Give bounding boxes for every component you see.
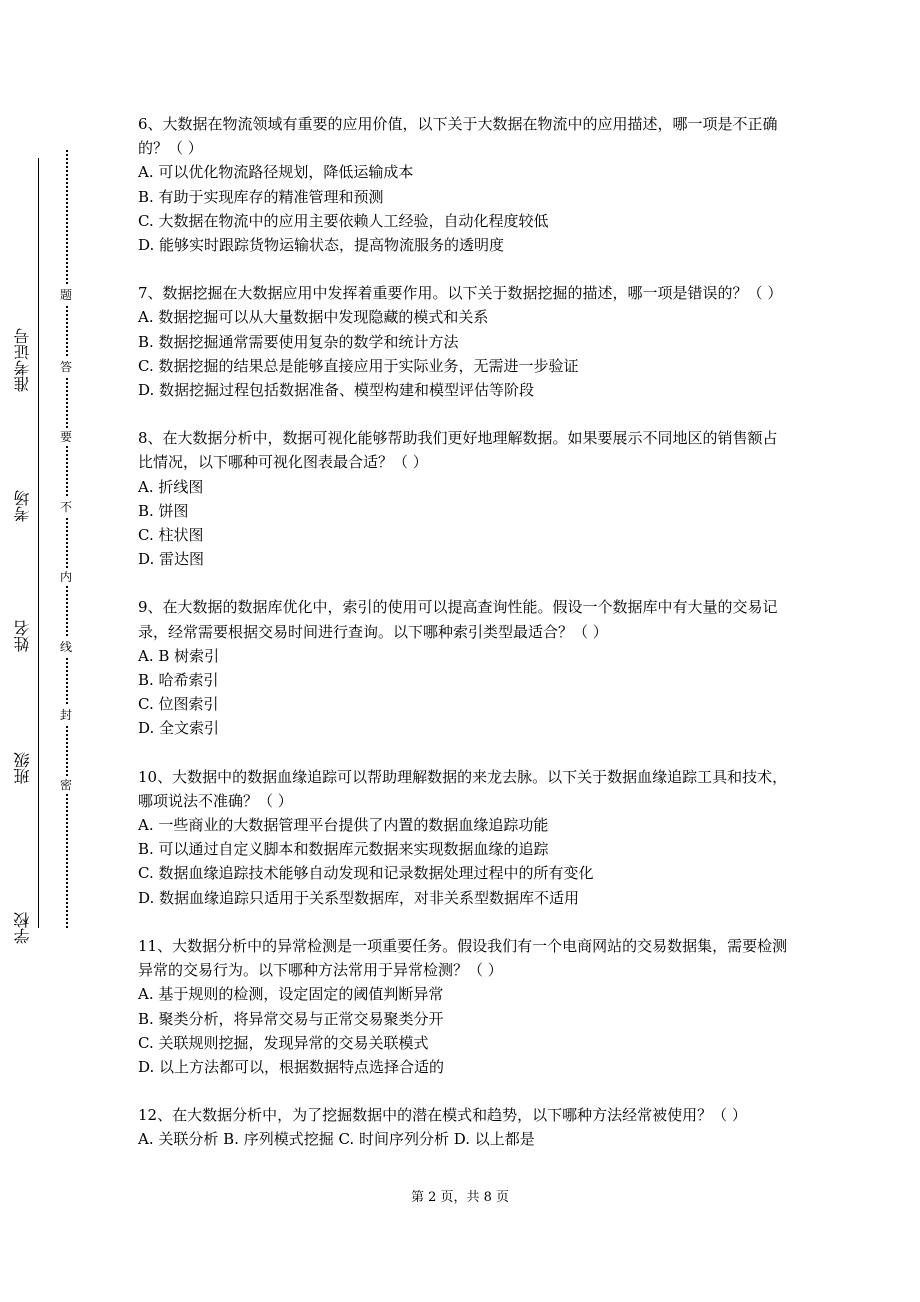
seal-dotted-line bbox=[66, 150, 68, 928]
option-a: A. 数据挖掘可以从大量数据中发现隐藏的模式和关系 bbox=[138, 308, 489, 327]
question-stem: 12、在大数据分析中，为了挖掘数据中的潜在模式和趋势，以下哪种方法经常被使用？（ ） bbox=[138, 1106, 747, 1125]
option-d: D. 全文索引 bbox=[138, 719, 220, 738]
option-c: C. 数据挖掘的结果总是能够直接应用于实际业务，无需进一步验证 bbox=[138, 356, 579, 375]
option-a: A. 可以优化物流路径规划，降低运输成本 bbox=[138, 163, 414, 182]
seal-char: 题 bbox=[59, 288, 72, 302]
field-underline bbox=[38, 158, 39, 928]
option-b: B. 哈希索引 bbox=[138, 671, 219, 690]
binding-margin bbox=[0, 0, 100, 1302]
question-stem: 7、数据挖掘在大数据应用中发挥着重要作用。以下关于数据挖掘的描述，哪一项是错误的？（ ） bbox=[138, 284, 783, 303]
question-stem: 6、大数据在物流领域有重要的应用价值，以下关于大数据在物流中的应用描述，哪一项是不正确的？（ ） bbox=[138, 115, 778, 158]
seal-char: 内 bbox=[59, 570, 72, 584]
question-8 bbox=[138, 426, 788, 571]
question-stem: 11、大数据分析中的异常检测是一项重要任务。假设我们有一个电商网站的交易数据集，需要检测异常的交易行为。以下哪种方法常用于异常检测？（ ） bbox=[138, 936, 788, 980]
option-d: D. 雷达图 bbox=[138, 550, 205, 569]
option-list bbox=[138, 160, 788, 257]
option-list bbox=[138, 644, 788, 741]
seal-char: 不 bbox=[59, 500, 72, 514]
question-7 bbox=[138, 281, 788, 402]
field-label-name: 姓名 bbox=[13, 620, 32, 652]
option-b: B. 饼图 bbox=[138, 501, 189, 520]
option-inline: A. 关联分析 B. 序列模式挖掘 C. 时间序列分析 D. 以上都是 bbox=[138, 1130, 535, 1149]
option-a: A. 基于规则的检测，设定固定的阈值判断异常 bbox=[138, 985, 444, 1004]
option-c: C. 位图索引 bbox=[138, 695, 219, 714]
option-list bbox=[138, 813, 788, 910]
option-list bbox=[138, 305, 788, 402]
option-c: C. 大数据在物流中的应用主要依赖人工经验，自动化程度较低 bbox=[138, 211, 549, 230]
option-a: A. 一些商业的大数据管理平台提供了内置的数据血缘追踪功能 bbox=[138, 816, 549, 835]
question-9 bbox=[138, 595, 788, 740]
option-d: D. 数据血缘追踪只适用于关系型数据库，对非关系型数据库不适用 bbox=[138, 888, 580, 907]
field-label-school: 学校 bbox=[13, 912, 32, 944]
seal-char: 密 bbox=[59, 778, 72, 792]
option-b: B. 数据挖掘通常需要使用复杂的数学和统计方法 bbox=[138, 332, 459, 351]
seal-char: 封 bbox=[59, 708, 72, 722]
option-b: B. 聚类分析，将异常交易与正常交易聚类分开 bbox=[138, 1009, 444, 1028]
field-label-class: 班级 bbox=[13, 752, 32, 784]
seal-char: 答 bbox=[59, 360, 72, 374]
option-b: B. 有助于实现库存的精准管理和预测 bbox=[138, 187, 384, 206]
question-list bbox=[138, 112, 788, 1152]
option-d: D. 能够实时跟踪货物运输状态，提高物流服务的透明度 bbox=[138, 236, 505, 255]
seal-char: 线 bbox=[59, 640, 72, 654]
question-11 bbox=[138, 934, 788, 1079]
question-12 bbox=[138, 1103, 788, 1151]
option-b: B. 可以通过自定义脚本和数据库元数据来实现数据血缘的追踪 bbox=[138, 840, 549, 859]
option-d: D. 数据挖掘过程包括数据准备、模型构建和模型评估等阶段 bbox=[138, 381, 535, 400]
option-c: C. 关联规则挖掘，发现异常的交易关联模式 bbox=[138, 1033, 429, 1052]
option-list bbox=[138, 1127, 788, 1151]
question-stem: 8、在大数据分析中，数据可视化能够帮助我们更好地理解数据。如果要展示不同地区的销售额占比情况，以下哪种可视化图表最合适？（ ） bbox=[138, 429, 778, 472]
option-a: A. B 树索引 bbox=[138, 646, 220, 665]
option-d: D. 以上方法都可以，根据数据特点选择合适的 bbox=[138, 1057, 445, 1076]
page-number: 第 2 页，共 8 页 bbox=[410, 1190, 510, 1205]
option-list bbox=[138, 475, 788, 572]
field-label-exam-room: 考场 bbox=[13, 490, 32, 522]
option-a: A. 折线图 bbox=[138, 477, 204, 496]
option-list bbox=[138, 982, 788, 1079]
field-label-exam-id: 准考证号 bbox=[13, 328, 32, 392]
question-stem: 10、大数据中的数据血缘追踪可以帮助理解数据的来龙去脉。以下关于数据血缘追踪工具和技术，哪项说法不准确？（ ） bbox=[138, 767, 788, 810]
seal-char: 要 bbox=[59, 430, 72, 444]
question-6 bbox=[138, 112, 788, 257]
question-10 bbox=[138, 765, 788, 910]
option-c: C. 柱状图 bbox=[138, 526, 204, 545]
question-stem: 9、在大数据的数据库优化中，索引的使用可以提高查询性能。假设一个数据库中有大量的交易记录，经常需要根据交易时间进行查询。以下哪种索引类型最适合？（ ） bbox=[138, 598, 778, 641]
option-c: C. 数据血缘追踪技术能够自动发现和记录数据处理过程中的所有变化 bbox=[138, 864, 594, 883]
